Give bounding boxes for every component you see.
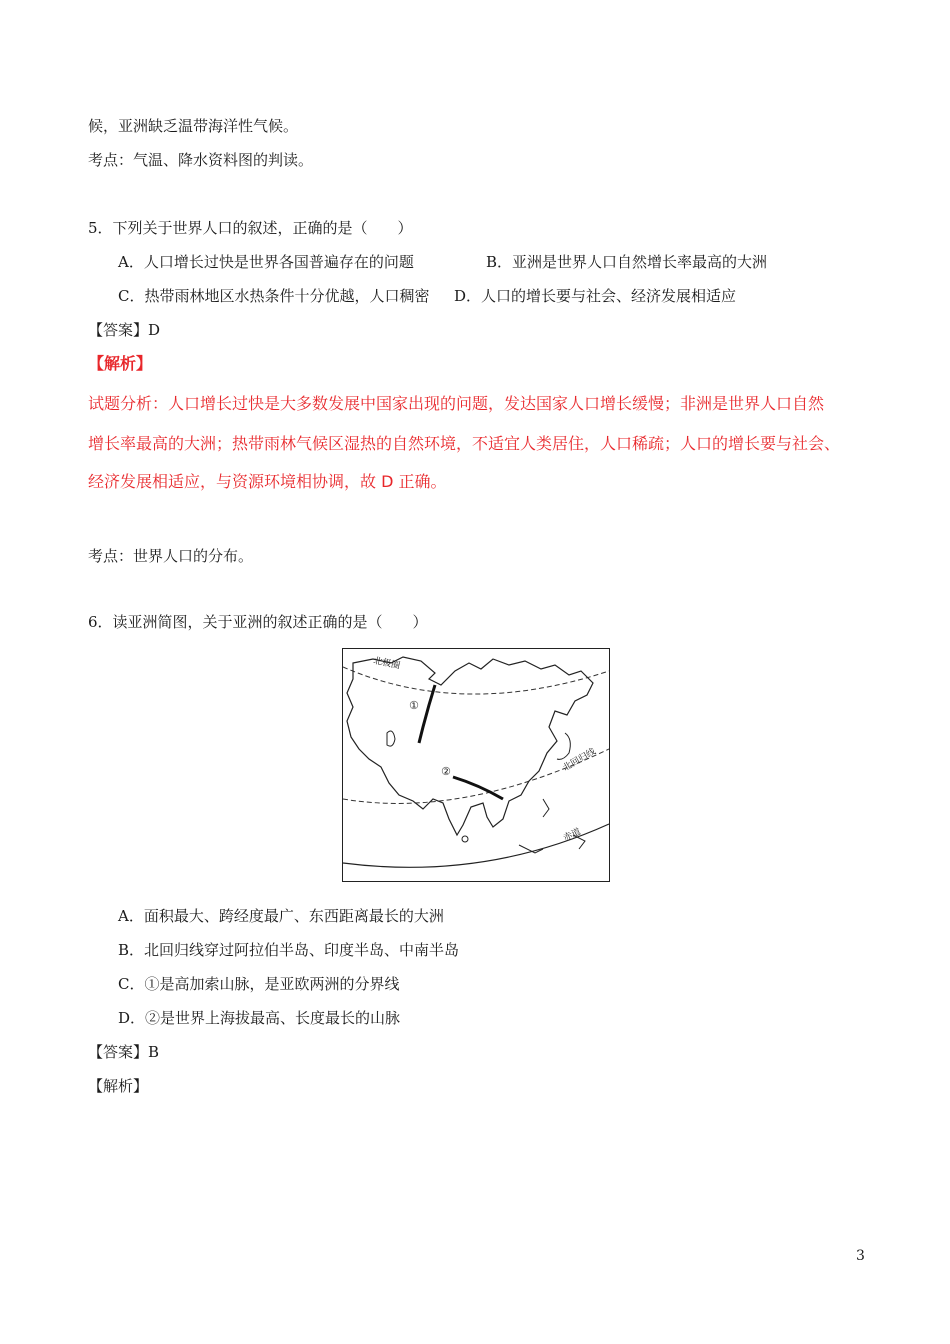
q6-analysis-title: 【解析】 (88, 1077, 149, 1095)
q6-option-a: A．面积最大、跨经度最广、东西距离最长的大洲 (118, 907, 444, 925)
q5-answer: 【答案】D (88, 321, 161, 339)
q5-option-d: D．人口的增长要与社会、经济发展相适应 (454, 287, 737, 305)
q5-analysis-line-1: 试题分析：人口增长过快是大多数发展中国家出现的问题，发达国家人口增长缓慢；非洲是世界人口自然 (88, 394, 825, 413)
islands-se (519, 799, 585, 853)
caspian-sea (387, 731, 395, 746)
intro-line: 候，亚洲缺乏温带海洋性气候。 (88, 117, 299, 135)
label-equator: 赤道 (562, 827, 583, 844)
mountain-range-2 (453, 777, 503, 799)
sri-lanka (462, 836, 468, 842)
q6-option-c: C．①是高加索山脉，是亚欧两洲的分界线 (118, 975, 400, 993)
q6-option-b: B．北回归线穿过阿拉伯半岛、印度半岛、中南半岛 (118, 941, 460, 959)
q5-option-a: A．人口增长过快是世界各国普遍存在的问题 (118, 253, 414, 271)
marker-1: ① (409, 699, 419, 712)
q5-option-c: C．热带雨林地区水热条件十分优越，人口稠密 (118, 287, 430, 305)
intro-kaodian: 考点：气温、降水资料图的判读。 (88, 151, 314, 169)
q6-option-d: D．②是世界上海拔最高、长度最长的山脉 (118, 1009, 401, 1027)
q5-analysis-line-3: 经济发展相适应，与资源环境相协调，故 D 正确。 (88, 472, 447, 491)
q5-analysis-title: 【解析】 (88, 354, 153, 373)
q5-analysis-line-2: 增长率最高的大洲；热带雨林气候区湿热的自然环境，不适宜人类居住，人口稀疏；人口的增长要与社会、 (88, 434, 841, 453)
arctic-circle-line (343, 667, 609, 694)
q5-option-b: B．亚洲是世界人口自然增长率最高的大洲 (486, 253, 768, 271)
q6-answer: 【答案】B (88, 1043, 160, 1061)
asia-map-graphic (343, 649, 609, 881)
q6-stem: 6．读亚洲简图，关于亚洲的叙述正确的是（ ） (88, 613, 428, 631)
mountain-range-1 (419, 685, 435, 743)
tropic-line (343, 749, 609, 803)
q5-kaodian: 考点：世界人口的分布。 (88, 547, 254, 565)
asia-map (342, 648, 610, 882)
japan-islands (557, 733, 570, 759)
coastline (347, 657, 593, 835)
marker-2: ② (441, 765, 451, 778)
label-tropic: 北回归线 (561, 746, 598, 774)
q5-stem: 5．下列关于世界人口的叙述，正确的是（ ） (88, 219, 413, 237)
page-number: 3 (856, 1248, 865, 1264)
label-arctic-circle: 北极圈 (372, 656, 401, 672)
